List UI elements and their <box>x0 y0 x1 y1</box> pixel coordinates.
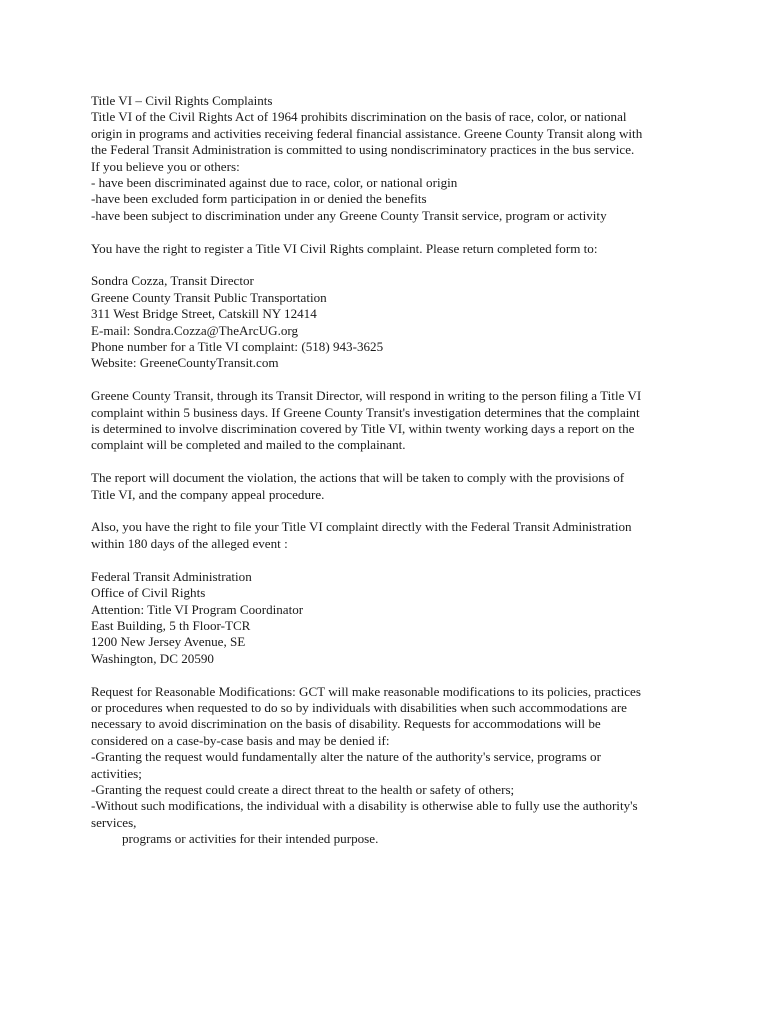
modifications-line: -Granting the request could create a direct threat to the health or safety of others; <box>91 781 515 797</box>
fta-address-line: Washington, DC 20590 <box>91 650 214 666</box>
response-line: Greene County Transit, through its Transit Director, will respond in writing to the person filing a Title VI <box>91 388 642 404</box>
intro-line: the Federal Transit Administration is committed to using nondiscriminatory practices in the bus service. <box>91 142 635 158</box>
contact-organization: Greene County Transit Public Transportation <box>91 289 327 305</box>
response-line: is determined to involve discrimination covered by Title VI, within twenty working days a report on the <box>91 421 635 437</box>
paragraph-gap <box>91 372 691 388</box>
fta-address-line: Federal Transit Administration <box>91 568 252 584</box>
report-line: Title VI, and the company appeal procedure. <box>91 486 325 502</box>
modifications-line: -Granting the request would fundamentally alter the nature of the authority's service, programs or <box>91 749 601 765</box>
modifications-line: services, <box>91 814 137 830</box>
paragraph-gap <box>91 552 691 568</box>
contact-address: 311 West Bridge Street, Catskill NY 12414 <box>91 306 317 322</box>
modifications-last-line: programs or activities for their intended purpose. <box>122 831 379 847</box>
intro-line: origin in programs and activities receiving federal financial assistance. Greene County Transit along with <box>91 125 643 141</box>
list-item: -have been subject to discrimination under any Greene County Transit service, program or activity <box>91 207 607 223</box>
right-to-register-statement: You have the right to register a Title VI Civil Rights complaint. Please return completed form to: <box>91 240 598 256</box>
contact-website: Website: GreeneCountyTransit.com <box>91 355 279 371</box>
fta-right-paragraph <box>91 519 691 552</box>
intro-paragraph <box>91 109 691 175</box>
contact-email: E-mail: Sondra.Cozza@TheArcUG.org <box>91 322 299 338</box>
paragraph-gap <box>91 667 691 683</box>
contact-phone: Phone number for a Title VI complaint: (518) 943-3625 <box>91 339 384 355</box>
modifications-line: necessary to avoid discrimination on the basis of disability. Requests for accommodations will be <box>91 716 601 732</box>
fta-address-block <box>91 569 691 667</box>
response-line: complaint will be completed and mailed to the complainant. <box>91 437 406 453</box>
paragraph-gap <box>91 224 691 240</box>
fta-right-line: within 180 days of the alleged event : <box>91 535 288 551</box>
modifications-line: -Without such modifications, the individual with a disability is otherwise able to fully use the authority's <box>91 798 638 814</box>
response-paragraph <box>91 388 691 454</box>
fta-address-line: East Building, 5 th Floor-TCR <box>91 617 251 633</box>
report-paragraph <box>91 470 691 503</box>
response-line: complaint within 5 business days. If Greene County Transit's investigation determines that the complaint <box>91 404 640 420</box>
contact-block <box>91 273 691 371</box>
fta-address-line: 1200 New Jersey Avenue, SE <box>91 634 246 650</box>
fta-address-line: Office of Civil Rights <box>91 585 206 601</box>
contact-name: Sondra Cozza, Transit Director <box>91 273 254 289</box>
modifications-line: considered on a case-by-case basis and may be denied if: <box>91 732 390 748</box>
paragraph-gap <box>91 454 691 470</box>
list-item: -have been excluded form participation in or denied the benefits <box>91 191 427 207</box>
modifications-line: activities; <box>91 765 142 781</box>
document-page <box>91 93 691 848</box>
list-item: - have been discriminated against due to race, color, or national origin <box>91 175 458 191</box>
paragraph-gap <box>91 503 691 519</box>
report-line: The report will document the violation, the actions that will be taken to comply with the provisions of <box>91 470 625 486</box>
intro-line: If you believe you or others: <box>91 158 240 174</box>
modifications-line: Request for Reasonable Modifications: GCT will make reasonable modifications to its policies, practices <box>91 683 641 699</box>
document-heading: Title VI – Civil Rights Complaints <box>91 93 273 108</box>
discrimination-list <box>91 175 691 224</box>
paragraph-gap <box>91 257 691 273</box>
modifications-line: or procedures when requested to do so by individuals with disabilities when such accommodations are <box>91 699 627 715</box>
fta-right-line: Also, you have the right to file your Title VI complaint directly with the Federal Transit Administration <box>91 519 632 535</box>
fta-address-line: Attention: Title VI Program Coordinator <box>91 601 304 617</box>
modifications-paragraph <box>91 684 691 848</box>
intro-line: Title VI of the Civil Rights Act of 1964 prohibits discrimination on the basis of race, color, or national <box>91 109 627 125</box>
